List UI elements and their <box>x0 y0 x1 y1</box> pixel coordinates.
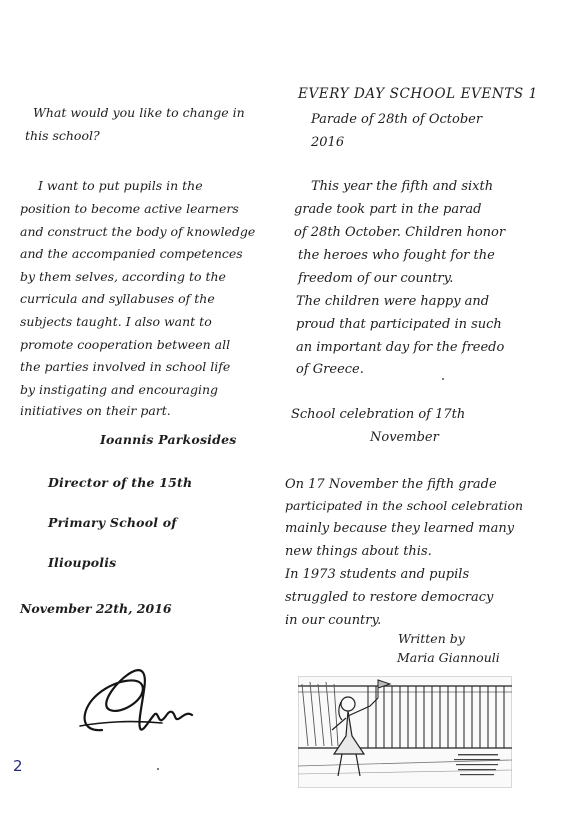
signature-mark <box>62 660 202 745</box>
director-role-line-2: Primary School of <box>48 515 177 530</box>
paragraph-line: grade took part in the parad <box>294 202 482 217</box>
byline-author: Maria Giannouli <box>397 650 500 665</box>
director-role-line-1: Director of the 15th <box>48 475 193 490</box>
signature-date: November 22th, 2016 <box>20 601 172 616</box>
paragraph-line: new things about this. <box>285 544 432 559</box>
body-line: subjects taught. I also want to <box>20 314 212 329</box>
paragraph-line: struggled to restore democracy <box>285 590 494 605</box>
paragraph-line: in our country. <box>285 613 382 628</box>
paragraph-line: freedom of our country. <box>298 271 454 286</box>
paragraph-line: This year the fifth and sixth <box>311 179 494 194</box>
paragraph-line: the heroes who fought for the <box>298 248 495 263</box>
director-name: Ioannis Parkosides <box>100 432 237 447</box>
page-number: 2 <box>13 757 23 775</box>
paragraph-line: mainly because they learned many <box>285 521 515 536</box>
body-line: and construct the body of knowledge <box>20 224 256 239</box>
paragraph-line: In 1973 students and pupils <box>285 567 470 582</box>
question-line-1: What would you like to change in <box>33 105 245 120</box>
body-line: curricula and syllabuses of the <box>20 291 215 306</box>
body-line: initiatives on their part. <box>20 403 171 418</box>
paragraph-line: On 17 November the fifth grade <box>285 477 497 492</box>
body-line: and the accompanied competences <box>20 246 243 261</box>
paragraph-line: of 28th October. Children honor <box>294 225 506 240</box>
body-line: by instigating and encouraging <box>20 382 219 397</box>
body-line: I want to put pupils in the <box>38 178 203 193</box>
paragraph-line: an important day for the freedo <box>296 340 505 355</box>
stray-mark <box>157 768 159 770</box>
celebration-title: School celebration of 17th <box>291 407 466 422</box>
body-line: the parties involved in school life <box>20 359 231 374</box>
director-role-line-3: Ilioupolis <box>48 555 117 570</box>
byline-label: Written by <box>398 631 465 646</box>
question-line-2: this school? <box>25 128 100 143</box>
events-header: EVERY DAY SCHOOL EVENTS 1 <box>298 86 538 102</box>
celebration-title-month: November <box>370 430 439 445</box>
paragraph-line: of Greece. <box>296 362 364 377</box>
parade-title: Parade of 28th of October <box>311 112 483 127</box>
parade-year: 2016 <box>311 135 345 150</box>
body-line: promote cooperation between all <box>20 337 231 352</box>
paragraph-line: The children were happy and <box>296 294 490 309</box>
paragraph-line: participated in the school celebration <box>285 498 524 513</box>
paragraph-line: proud that participated in such <box>296 317 502 332</box>
body-line: position to become active learners <box>20 201 239 216</box>
student-drawing-illustration <box>298 676 512 788</box>
stray-mark <box>442 378 444 380</box>
body-line: by them selves, according to the <box>20 269 226 284</box>
